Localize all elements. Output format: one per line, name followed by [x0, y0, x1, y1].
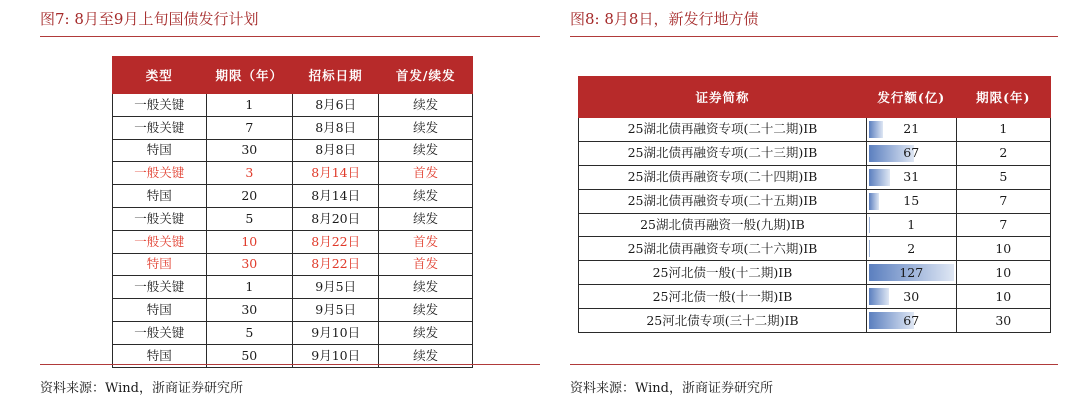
local-bond-table: [578, 76, 1051, 333]
amount-data-bar: [869, 217, 870, 234]
amount-data-bar: [869, 169, 890, 186]
cell-date: 8月22日: [292, 253, 378, 276]
cell-date: 8月8日: [292, 116, 378, 139]
figure-8-source: 资料来源：Wind，浙商证券研究所: [570, 381, 773, 396]
cell-type: 特国: [113, 344, 207, 367]
cell-term: 10: [206, 230, 292, 253]
bottom-divider: [570, 364, 1058, 365]
cell-name: 25河北债一般(十二期)IB: [579, 261, 867, 285]
figure-7-title: 图7: 8月至9月上旬国债发行计划: [40, 10, 259, 28]
header-term: 期限(年): [956, 77, 1050, 118]
amount-value: 21: [903, 121, 920, 137]
cell-term: 5: [206, 321, 292, 344]
cell-type: 一般关键: [113, 207, 207, 230]
table-header-row: [113, 57, 473, 94]
figure-8-title: 图8: 8月8日，新发行地方债: [570, 10, 759, 28]
table-row: [113, 116, 473, 139]
cell-term: 30: [206, 253, 292, 276]
treasury-plan-table: [112, 56, 473, 368]
cell-term: 2: [956, 141, 1050, 165]
cell-term: 1: [206, 94, 292, 117]
cell-date: 8月14日: [292, 185, 378, 208]
table-row: [579, 165, 1051, 189]
header-term: 期限（年）: [206, 57, 292, 94]
table-row: [113, 185, 473, 208]
amount-value: 31: [903, 169, 920, 185]
cell-name: 25湖北债再融资专项(二十三期)IB: [579, 141, 867, 165]
cell-name: 25湖北债再融资专项(二十四期)IB: [579, 165, 867, 189]
cell-term: 3: [206, 162, 292, 185]
cell-term: 5: [956, 165, 1050, 189]
cell-term: 20: [206, 185, 292, 208]
cell-date: 8月6日: [292, 94, 378, 117]
cell-kind: 续发: [379, 299, 473, 322]
figure-7-source: 资料来源：Wind，浙商证券研究所: [40, 381, 243, 396]
cell-term: 30: [206, 139, 292, 162]
cell-name: 25湖北债再融资专项(二十六期)IB: [579, 237, 867, 261]
cell-date: 9月5日: [292, 276, 378, 299]
cell-kind: 首发: [379, 162, 473, 185]
table-row: [579, 309, 1051, 333]
cell-type: 特国: [113, 185, 207, 208]
cell-amount: [866, 189, 956, 213]
amount-data-bar: [869, 121, 883, 138]
cell-amount: [866, 141, 956, 165]
table-row: [113, 276, 473, 299]
cell-kind: 续发: [379, 185, 473, 208]
cell-kind: 续发: [379, 116, 473, 139]
cell-type: 一般关键: [113, 230, 207, 253]
amount-data-bar: [869, 193, 879, 210]
cell-amount: [866, 118, 956, 142]
cell-date: 9月10日: [292, 344, 378, 367]
cell-term: 7: [956, 189, 1050, 213]
bottom-divider: [40, 364, 540, 365]
cell-name: 25湖北债再融资专项(二十二期)IB: [579, 118, 867, 142]
cell-date: 8月22日: [292, 230, 378, 253]
amount-value: 67: [903, 145, 920, 161]
header-amount: 发行额(亿): [866, 77, 956, 118]
cell-type: 一般关键: [113, 116, 207, 139]
table-row: [113, 162, 473, 185]
cell-kind: 续发: [379, 276, 473, 299]
cell-kind: 首发: [379, 230, 473, 253]
cell-type: 一般关键: [113, 94, 207, 117]
cell-type: 特国: [113, 253, 207, 276]
table-row: [113, 139, 473, 162]
cell-name: 25河北债一般(十一期)IB: [579, 285, 867, 309]
cell-amount: [866, 237, 956, 261]
cell-term: 30: [206, 299, 292, 322]
table-row: [579, 285, 1051, 309]
cell-amount: [866, 165, 956, 189]
table-row: [579, 189, 1051, 213]
cell-date: 9月10日: [292, 321, 378, 344]
table-row: [579, 213, 1051, 237]
cell-type: 特国: [113, 299, 207, 322]
table-header-row: [579, 77, 1051, 118]
cell-kind: 续发: [379, 321, 473, 344]
table-row: [113, 321, 473, 344]
cell-term: 50: [206, 344, 292, 367]
header-type: 类型: [113, 57, 207, 94]
amount-value: 30: [903, 288, 920, 304]
cell-type: 一般关键: [113, 162, 207, 185]
cell-term: 1: [206, 276, 292, 299]
cell-type: 一般关键: [113, 276, 207, 299]
table-row: [113, 253, 473, 276]
amount-value: 2: [907, 240, 916, 256]
cell-name: 25河北债专项(三十二期)IB: [579, 309, 867, 333]
header-name: 证券简称: [579, 77, 867, 118]
cell-type: 一般关键: [113, 321, 207, 344]
table-row: [113, 207, 473, 230]
cell-term: 7: [956, 213, 1050, 237]
amount-value: 1: [907, 217, 916, 232]
cell-term: 10: [956, 261, 1050, 285]
cell-amount: [866, 285, 956, 309]
cell-name: 25湖北债再融资一般(九期)IB: [579, 213, 867, 237]
table-row: [579, 237, 1051, 261]
cell-kind: 续发: [379, 94, 473, 117]
cell-term: 10: [956, 285, 1050, 309]
table-row: [113, 299, 473, 322]
cell-kind: 续发: [379, 344, 473, 367]
amount-value: 67: [903, 312, 920, 328]
cell-date: 8月14日: [292, 162, 378, 185]
table-row: [579, 118, 1051, 142]
table-row: [579, 141, 1051, 165]
cell-name: 25湖北债再融资专项(二十五期)IB: [579, 189, 867, 213]
table-row: [113, 230, 473, 253]
cell-date: 8月20日: [292, 207, 378, 230]
cell-amount: [866, 261, 956, 285]
amount-data-bar: [869, 240, 870, 257]
header-kind: 首发/续发: [379, 57, 473, 94]
cell-amount: [866, 309, 956, 333]
cell-term: 1: [956, 118, 1050, 142]
cell-term: 30: [956, 309, 1050, 333]
cell-date: 8月8日: [292, 139, 378, 162]
table-row: [579, 261, 1051, 285]
cell-term: 7: [206, 116, 292, 139]
cell-amount: [866, 213, 956, 237]
cell-kind: 续发: [379, 139, 473, 162]
cell-date: 9月5日: [292, 299, 378, 322]
cell-term: 10: [956, 237, 1050, 261]
cell-type: 特国: [113, 139, 207, 162]
cell-kind: 续发: [379, 207, 473, 230]
amount-data-bar: [869, 288, 889, 305]
title-divider: [570, 36, 1058, 37]
table-row: [113, 94, 473, 117]
cell-term: 5: [206, 207, 292, 230]
header-date: 招标日期: [292, 57, 378, 94]
amount-value: 127: [899, 264, 924, 280]
amount-value: 15: [903, 193, 920, 209]
cell-kind: 首发: [379, 253, 473, 276]
title-divider: [40, 36, 540, 37]
